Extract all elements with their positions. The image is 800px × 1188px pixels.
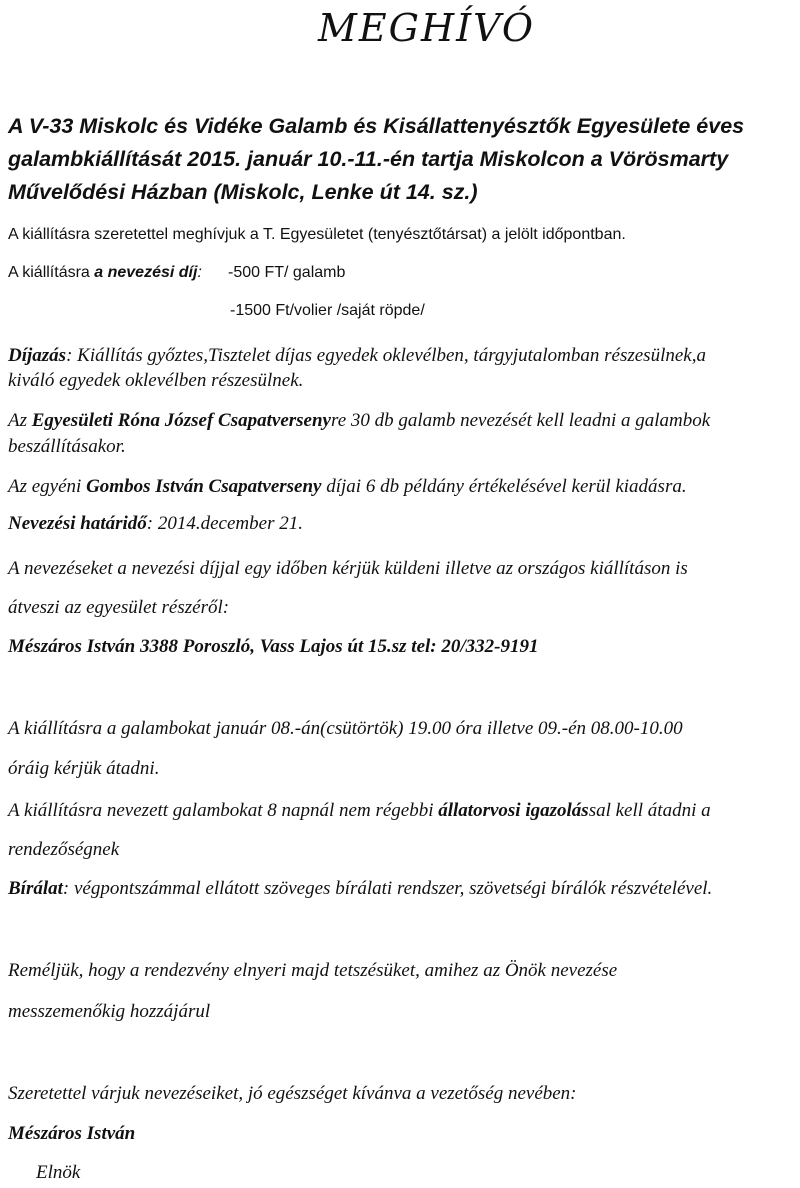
vet-line-2: rendezőségnek [8,839,120,860]
closing-line: Szeretettel várjuk nevezéseiket, jó egészséget kívánva a vezetőség nevében: [8,1083,577,1104]
fee-label: a nevezési díj [94,264,198,281]
team-line-1 [8,410,710,432]
hope-line-1: Reméljük, hogy a rendezvény elnyeri majd tetszésüket, amihez az Önök nevezése [8,960,618,981]
heading-line: galambkiállítását 2015. január 10.-11.-én tartja Miskolcon a Vörösmarty [8,147,729,171]
fee-colon: : [197,264,202,281]
send-line-2: átveszi az egyesület részéről: [8,597,230,618]
send-line-1: A nevezéseket a nevezési díjjal egy időben kérjük küldeni illetve az országos kiállításon is [8,558,688,579]
judging-label: Bírálat [8,878,63,899]
fee-amount-2: -1500 Ft/volier /saját röpde/ [230,302,425,319]
awards-line-1 [8,345,706,367]
team-suffix: re 30 db galamb nevezését kell leadni a galambok [331,410,711,431]
contact-text: Mészáros István 3388 Poroszló, Vass Lajos út 15.sz tel: 20/332-9191 [8,636,539,657]
awards-line-2: kiváló egyedek oklevélben részesülnek. [8,370,304,391]
deadline-line [8,513,303,535]
individual-suffix: díjai 6 db példány értékelésével kerül kiadásra. [321,476,687,497]
individual-prefix: Az egyéni [8,476,87,497]
vet-suffix: sal kell átadni a [588,800,711,821]
fee-amount-1: -500 FT/ galamb [228,264,346,281]
individual-name: Gombos István Csapatverseny [86,476,322,497]
page-title: MEGHÍVÓ [318,6,536,50]
fee-line [8,264,202,282]
vet-prefix: A kiállításra nevezett galambokat 8 napnál nem régebbi [8,800,439,821]
awards-text: : Kiállítás győztes,Tisztelet díjas egyedek oklevélben, tárgyjutalomban részesülnek,a [66,345,706,366]
hope-line-2: messzemenőkig hozzájárul [8,1001,211,1022]
heading-line: A V-33 Miskolc és Vidéke Galamb és Kisállattenyésztők Egyesülete éves [8,114,745,138]
individual-line [8,476,687,498]
delivery-line-2: óráig kérjük átadni. [8,758,160,779]
deadline-value: : 2014.december 21. [146,513,303,534]
team-name: Egyesületi Róna József Csapatverseny [31,410,331,431]
deadline-label: Nevezési határidő [8,513,147,534]
signer-name [8,1123,135,1145]
judging-line [8,878,712,900]
fee-prefix: A kiállításra [8,264,95,281]
delivery-line-1: A kiállításra a galambokat január 08.-án(csütörtök) 19.00 óra illetve 09.-én 08.00-10.00 [8,718,683,739]
signer-text: Mészáros István [8,1123,136,1144]
vet-line-1 [8,800,711,822]
heading-line: Művelődési Házban (Miskolc, Lenke út 14. sz.) [8,180,478,204]
team-line-2: beszállításakor. [8,436,126,457]
awards-label: Díjazás [8,345,67,366]
contact-line [8,636,538,658]
vet-bold: állatorvosi igazolás [438,800,589,821]
judging-value: : végpontszámmal ellátott szöveges bírálati rendszer, szövetségi bírálók részvételével. [62,878,713,899]
invite-text: A kiállításra szeretettel meghívjuk a T. Egyesületet (tenyésztőtársat) a jelölt időpontban. [8,226,626,243]
team-prefix: Az [8,410,32,431]
signer-role: Elnök [36,1162,81,1183]
